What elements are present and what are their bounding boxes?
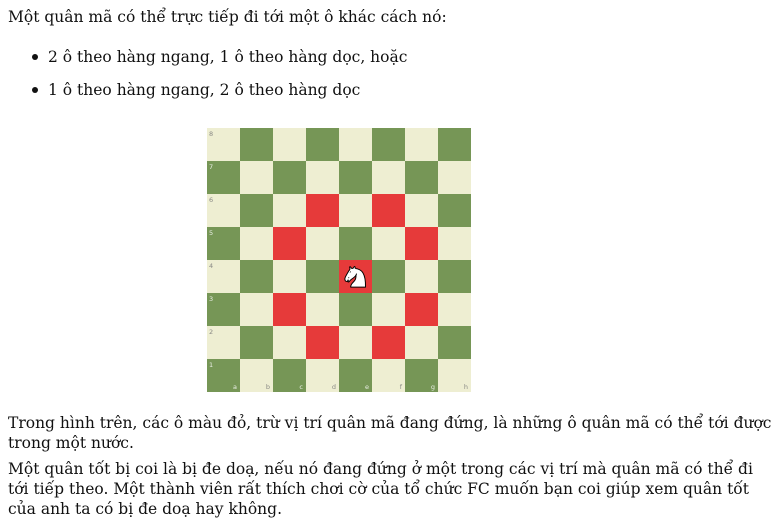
- square-d1: [306, 359, 339, 392]
- square-g5: [405, 227, 438, 260]
- square-d6: [306, 194, 339, 227]
- square-a3: [207, 293, 240, 326]
- square-a4: [207, 260, 240, 293]
- square-f3: [372, 293, 405, 326]
- paragraph-2-line-3: của anh ta có bị đe doạ hay không.: [8, 500, 282, 518]
- square-f8: [372, 128, 405, 161]
- paragraph-2-line-1: Một quân tốt bị coi là bị đe doạ, nếu nó đang đứng ở một trong các vị trí mà quân mã có thể đi: [8, 460, 753, 478]
- square-c3: [273, 293, 306, 326]
- square-c2: [273, 326, 306, 359]
- file-label: g: [430, 383, 435, 391]
- square-c7: [273, 161, 306, 194]
- square-d4: [306, 260, 339, 293]
- square-a8: [207, 128, 240, 161]
- square-a1: [207, 359, 240, 392]
- file-label: b: [265, 383, 270, 391]
- rank-label: 1: [209, 361, 214, 369]
- square-a7: [207, 161, 240, 194]
- file-label: d: [331, 383, 336, 391]
- square-c8: [273, 128, 306, 161]
- square-g8: [405, 128, 438, 161]
- square-e6: [339, 194, 372, 227]
- square-b4: [240, 260, 273, 293]
- square-e4: [339, 260, 372, 293]
- file-label: f: [399, 383, 402, 391]
- square-e8: [339, 128, 372, 161]
- square-b5: [240, 227, 273, 260]
- rank-label: 2: [209, 328, 214, 336]
- square-f2: [372, 326, 405, 359]
- rank-label: 4: [209, 262, 214, 270]
- square-d2: [306, 326, 339, 359]
- square-b2: [240, 326, 273, 359]
- file-label: c: [299, 383, 303, 391]
- square-h3: [438, 293, 471, 326]
- square-b3: [240, 293, 273, 326]
- square-h4: [438, 260, 471, 293]
- square-h2: [438, 326, 471, 359]
- square-g7: [405, 161, 438, 194]
- square-b1: [240, 359, 273, 392]
- square-e1: [339, 359, 372, 392]
- square-h7: [438, 161, 471, 194]
- square-c6: [273, 194, 306, 227]
- square-c4: [273, 260, 306, 293]
- square-c5: [273, 227, 306, 260]
- square-d8: [306, 128, 339, 161]
- square-h1: [438, 359, 471, 392]
- square-f5: [372, 227, 405, 260]
- square-e5: [339, 227, 372, 260]
- square-d7: [306, 161, 339, 194]
- intro-text: Một quân mã có thể trực tiếp đi tới một ô khác cách nó:: [8, 8, 447, 26]
- rank-label: 6: [209, 196, 214, 204]
- chess-board: [207, 128, 471, 392]
- file-label: a: [233, 383, 237, 391]
- square-f4: [372, 260, 405, 293]
- square-g1: [405, 359, 438, 392]
- square-h8: [438, 128, 471, 161]
- square-h5: [438, 227, 471, 260]
- paragraph-2-line-2: tới tiếp theo. Một thành viên rất thích chơi cờ của tổ chức FC muốn bạn coi giúp xem quân tốt: [8, 480, 750, 498]
- square-a6: [207, 194, 240, 227]
- square-e3: [339, 293, 372, 326]
- rank-label: 5: [209, 229, 214, 237]
- file-label: e: [365, 383, 369, 391]
- square-d5: [306, 227, 339, 260]
- square-b7: [240, 161, 273, 194]
- square-g2: [405, 326, 438, 359]
- square-a5: [207, 227, 240, 260]
- square-g6: [405, 194, 438, 227]
- square-d3: [306, 293, 339, 326]
- square-b8: [240, 128, 273, 161]
- square-f6: [372, 194, 405, 227]
- bullet-dot: [32, 87, 38, 93]
- file-label: h: [463, 383, 468, 391]
- bullet-item-1: 2 ô theo hàng ngang, 1 ô theo hàng dọc, hoặc: [48, 48, 408, 66]
- paragraph-1-line-2: trong một nước.: [8, 434, 134, 452]
- square-g4: [405, 260, 438, 293]
- square-e7: [339, 161, 372, 194]
- rank-label: 8: [209, 130, 214, 138]
- square-g3: [405, 293, 438, 326]
- knight-icon: [341, 262, 370, 291]
- square-e2: [339, 326, 372, 359]
- bullet-item-2: 1 ô theo hàng ngang, 2 ô theo hàng dọc: [48, 81, 361, 99]
- square-f7: [372, 161, 405, 194]
- square-h6: [438, 194, 471, 227]
- rank-label: 7: [209, 163, 214, 171]
- bullet-dot: [32, 54, 38, 60]
- square-c1: [273, 359, 306, 392]
- square-f1: [372, 359, 405, 392]
- rank-label: 3: [209, 295, 214, 303]
- square-a2: [207, 326, 240, 359]
- square-b6: [240, 194, 273, 227]
- paragraph-1-line-1: Trong hình trên, các ô màu đỏ, trừ vị trí quân mã đang đứng, là những ô quân mã có thể tới được: [8, 414, 772, 432]
